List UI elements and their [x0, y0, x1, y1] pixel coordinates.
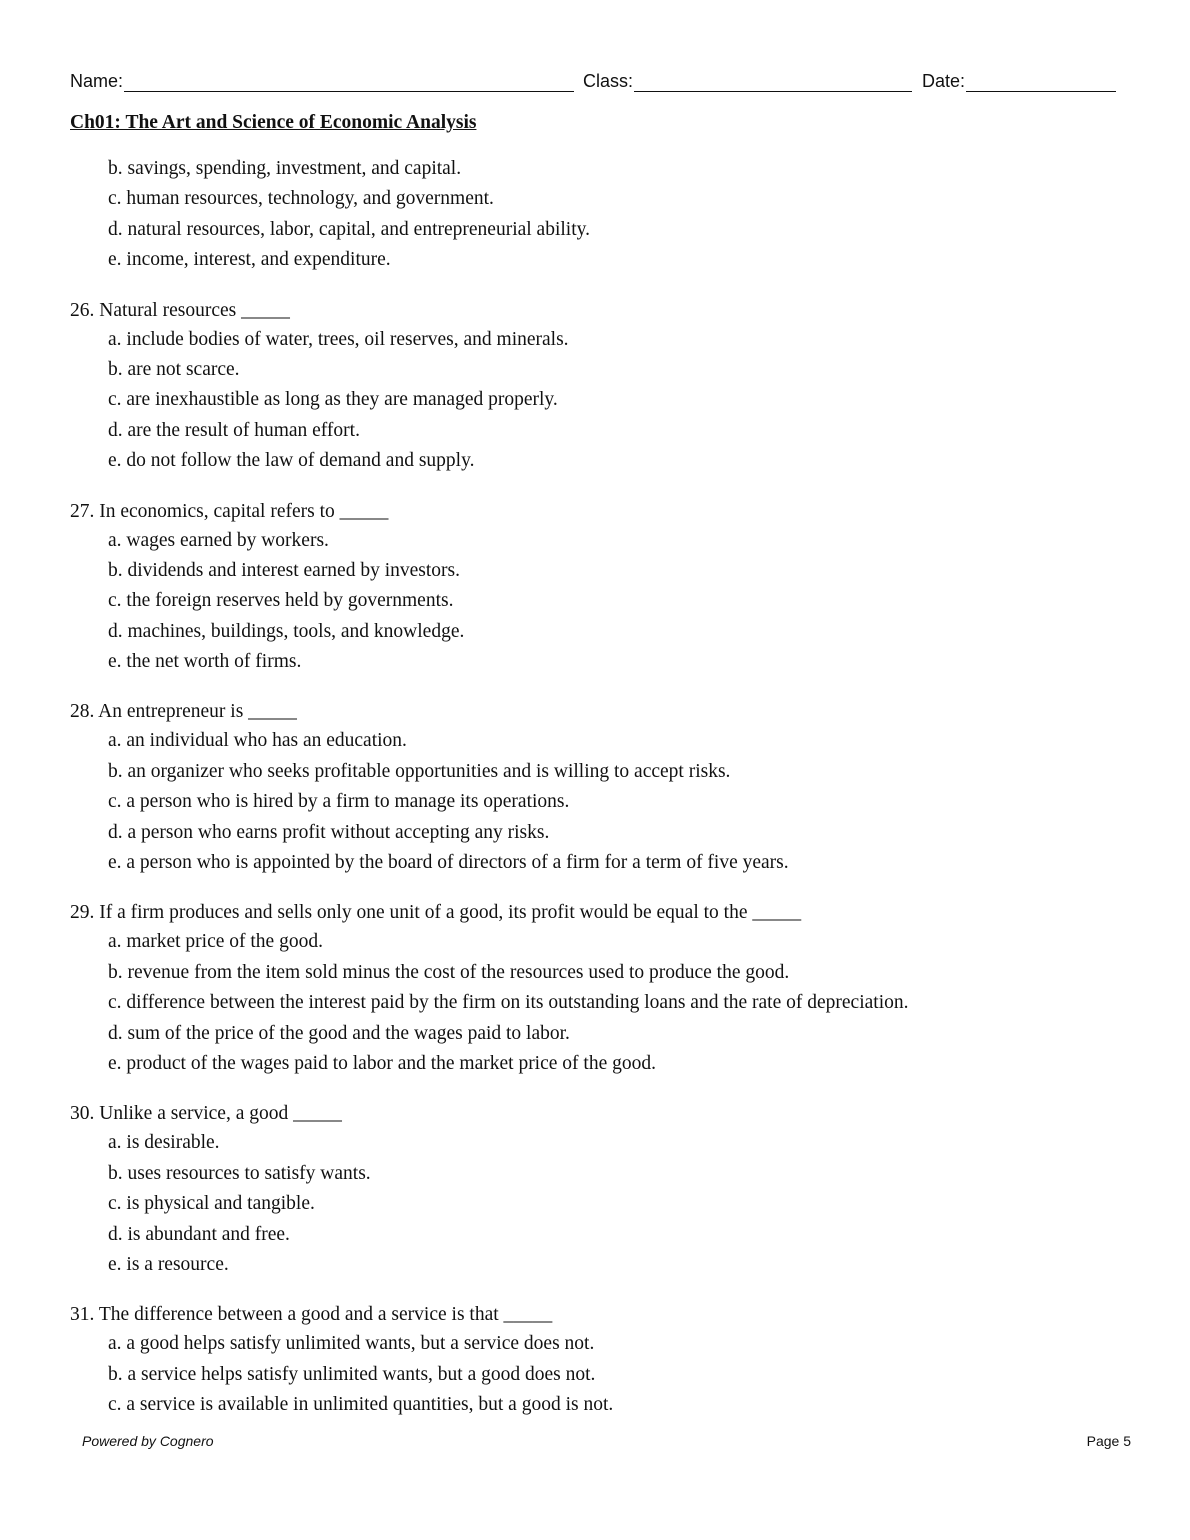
answer-option: a. is desirable.: [108, 1132, 220, 1154]
question-31: [70, 1301, 1130, 1420]
answer-option: b. a service helps satisfy unlimited wants, but a good does not.: [108, 1363, 596, 1385]
student-info-header: [70, 69, 1120, 95]
question-27: [70, 498, 1130, 678]
answer-option: d. are the result of human effort.: [108, 419, 360, 441]
answer-option: d. machines, buildings, tools, and knowledge.: [108, 620, 465, 642]
class-label: Class:: [583, 71, 634, 91]
question-stem: 30. Unlike a service, a good _____: [70, 1103, 342, 1125]
name-field: [70, 69, 574, 92]
name-label: Name:: [70, 71, 124, 91]
answer-option: e. income, interest, and expenditure.: [108, 249, 391, 271]
answer-option: b. uses resources to satisfy wants.: [108, 1162, 371, 1184]
answer-option: c. difference between the interest paid by the firm on its outstanding loans and the rate of depreciation.: [108, 992, 909, 1014]
date-label: Date:: [922, 71, 966, 91]
date-blank-line: [966, 69, 1116, 92]
class-field: [583, 69, 912, 92]
question-29: [70, 899, 1130, 1079]
answer-option: b. dividends and interest earned by investors.: [108, 559, 460, 581]
continued-question-options: [70, 154, 1130, 276]
chapter-title: Ch01: The Art and Science of Economic Analysis: [70, 112, 477, 133]
question-list: [70, 154, 1130, 1421]
answer-option: e. product of the wages paid to labor and the market price of the good.: [108, 1052, 656, 1074]
answer-option: c. the foreign reserves held by governments.: [108, 590, 454, 612]
answer-option: c. is physical and tangible.: [108, 1193, 315, 1215]
answer-option: c. a person who is hired by a firm to manage its operations.: [108, 791, 570, 813]
answer-option: c. are inexhaustible as long as they are managed properly.: [108, 389, 558, 411]
question-stem: 29. If a firm produces and sells only one unit of a good, its profit would be equal to the _____: [70, 902, 802, 924]
class-blank-line: [634, 69, 912, 92]
question-stem: 31. The difference between a good and a service is that _____: [70, 1304, 553, 1326]
answer-option: a. market price of the good.: [108, 931, 323, 953]
question-stem: 26. Natural resources _____: [70, 299, 290, 321]
page-number: Page 5: [1086, 1433, 1131, 1449]
answer-option: d. is abundant and free.: [108, 1223, 290, 1245]
question-26: [70, 297, 1130, 477]
answer-option: a. include bodies of water, trees, oil reserves, and minerals.: [108, 328, 569, 350]
answer-option: e. do not follow the law of demand and supply.: [108, 450, 475, 472]
answer-option: a. a good helps satisfy unlimited wants, but a service does not.: [108, 1333, 595, 1355]
answer-option: b. savings, spending, investment, and capital.: [108, 158, 462, 179]
question-30: [70, 1100, 1130, 1280]
answer-option: a. wages earned by workers.: [108, 529, 329, 551]
answer-option: d. sum of the price of the good and the wages paid to labor.: [108, 1022, 570, 1044]
name-blank-line: [124, 69, 574, 92]
answer-option: c. a service is available in unlimited quantities, but a good is not.: [108, 1394, 614, 1416]
question-stem: 28. An entrepreneur is _____: [70, 701, 297, 723]
answer-option: c. human resources, technology, and government.: [108, 188, 494, 210]
answer-option: e. is a resource.: [108, 1253, 229, 1275]
answer-option: d. natural resources, labor, capital, and entrepreneurial ability.: [108, 218, 590, 240]
question-stem: 27. In economics, capital refers to _____: [70, 500, 389, 522]
powered-by-footer: Powered by Cognero: [82, 1433, 214, 1449]
answer-option: b. revenue from the item sold minus the cost of the resources used to produce the good.: [108, 961, 790, 983]
answer-option: b. are not scarce.: [108, 358, 240, 380]
answer-option: b. an organizer who seeks profitable opportunities and is willing to accept risks.: [108, 760, 731, 782]
answer-option: d. a person who earns profit without accepting any risks.: [108, 821, 550, 843]
answer-option: e. the net worth of firms.: [108, 651, 302, 673]
question-28: [70, 698, 1130, 878]
answer-option: a. an individual who has an education.: [108, 730, 407, 752]
date-field: [922, 69, 1116, 92]
answer-option: e. a person who is appointed by the board of directors of a firm for a term of five years.: [108, 852, 789, 874]
